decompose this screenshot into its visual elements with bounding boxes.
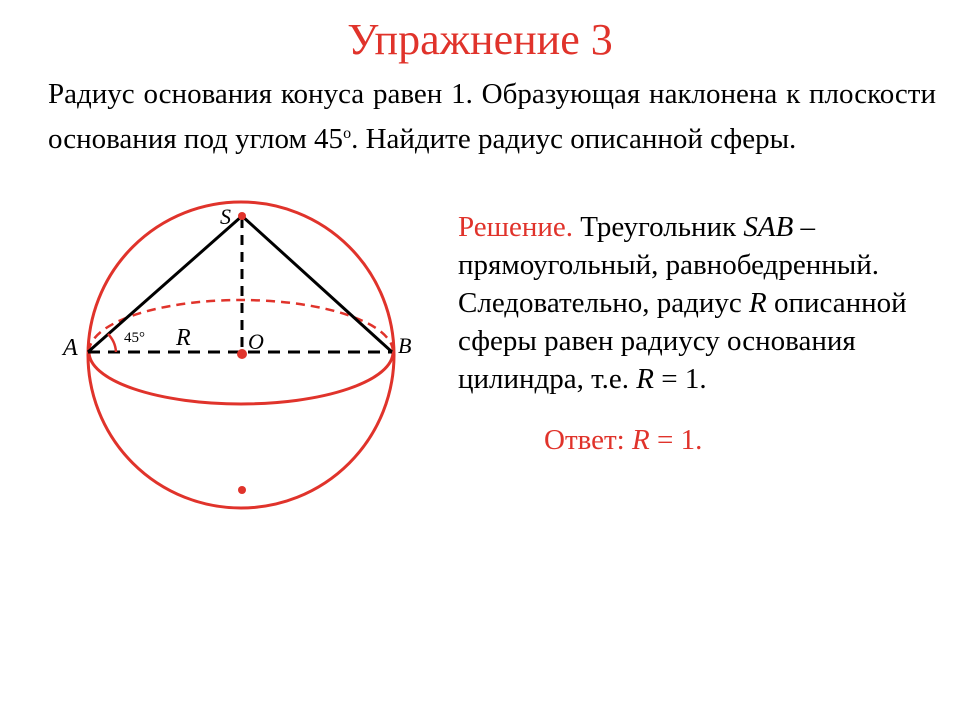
base-circle-front: [89, 352, 393, 404]
radius-variable: R: [749, 287, 767, 319]
problem-text-before: Радиус основания конуса равен 1. Образующая наклонена к плоскости основания под углом 45: [48, 78, 936, 155]
result-value: = 1.: [654, 363, 707, 395]
generator-sa: [88, 216, 242, 352]
label-o: O: [248, 329, 264, 354]
label-s: S: [220, 204, 231, 229]
label-a: A: [63, 335, 78, 361]
result-variable: R: [636, 363, 655, 395]
point-bottom: [238, 486, 246, 494]
point-s: [238, 212, 246, 220]
solution-part1: Треугольник: [572, 211, 744, 243]
solution-label: Решение.: [458, 211, 573, 243]
solution-part2: – прямоугольный, равнобедренный. Следовательно, радиус: [458, 211, 879, 319]
solution-text: [458, 208, 938, 398]
label-r: R: [176, 325, 191, 351]
slide-title: Упражнение 3: [347, 15, 613, 64]
triangle-name: SAB: [743, 211, 794, 243]
degree-mark: o: [343, 125, 352, 142]
label-b: B: [398, 333, 412, 358]
answer: [544, 424, 702, 457]
label-angle: 45°: [124, 330, 145, 346]
angle-arc: [108, 334, 116, 352]
point-o: [237, 349, 247, 359]
answer-variable: R: [632, 424, 650, 456]
answer-value: = 1.: [649, 424, 703, 456]
problem-text-after: . Найдите радиус описанной сферы.: [351, 123, 797, 155]
solution-part3: описанной сферы равен радиусу основания цилиндра, т.е.: [458, 287, 907, 395]
generator-sb: [242, 216, 392, 352]
answer-label: Ответ:: [544, 424, 632, 456]
